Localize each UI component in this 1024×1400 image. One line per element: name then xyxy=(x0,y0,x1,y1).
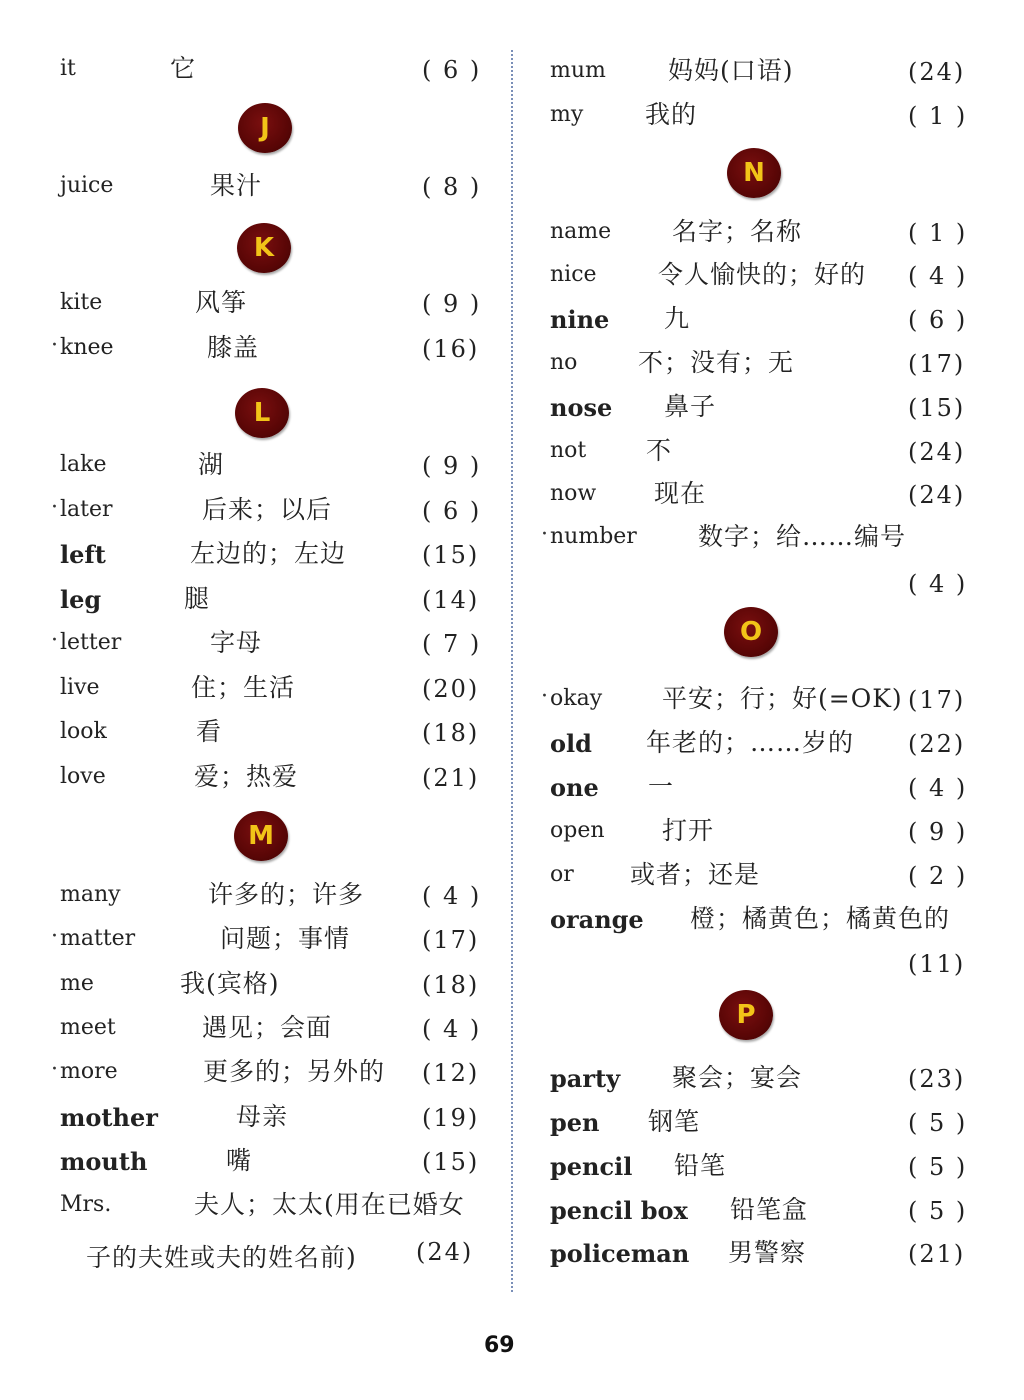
entry-meaning: 数字；给……编号 xyxy=(698,522,907,551)
vocab-entry xyxy=(51,628,490,672)
entry-meaning: 湖 xyxy=(198,450,225,479)
vocab-entry xyxy=(541,522,1010,566)
entry-word: knee xyxy=(60,335,114,360)
entry-lesson-number: (18) xyxy=(422,971,480,999)
entry-meaning: 问题；事情 xyxy=(220,924,351,953)
vocab-entry xyxy=(60,717,490,761)
vocab-entry xyxy=(550,392,1010,436)
vocab-entry xyxy=(550,100,1010,144)
entry-meaning: 后来；以后 xyxy=(202,495,333,524)
entry-meaning: 我的 xyxy=(645,100,698,129)
asterisk-mark-icon: · xyxy=(541,684,548,709)
section-letter-label: K xyxy=(253,233,275,263)
entry-word: matter xyxy=(60,926,136,951)
entry-lesson-number: ( 1 ) xyxy=(908,219,968,247)
entry-word: nose xyxy=(550,393,613,422)
vocab-entry xyxy=(550,436,1010,480)
entry-lesson-number: ( 5 ) xyxy=(908,1197,968,1225)
entry-word: mum xyxy=(550,58,606,83)
entry-word: leg xyxy=(60,585,102,614)
entry-word: my xyxy=(550,102,584,127)
entry-meaning: 男警察 xyxy=(728,1238,807,1267)
entry-meaning: 更多的；另外的 xyxy=(203,1057,386,1086)
entry-lesson-number: (20) xyxy=(422,675,480,703)
entry-lesson-number: (11) xyxy=(908,950,966,978)
entry-word: no xyxy=(550,350,578,375)
entry-word: now xyxy=(550,481,597,506)
vocab-entry xyxy=(550,772,1010,816)
vocab-entry xyxy=(550,260,1010,304)
entry-word: party xyxy=(550,1064,621,1093)
entry-word: letter xyxy=(60,630,122,655)
entry-meaning: 名字；名称 xyxy=(672,217,803,246)
vocab-entry xyxy=(60,880,490,924)
entry-meaning: 妈妈(口语) xyxy=(668,56,794,85)
entry-word: juice xyxy=(60,173,114,198)
vocab-entry xyxy=(550,1107,1010,1151)
section-letter-o xyxy=(724,607,778,657)
entry-word: more xyxy=(60,1059,118,1084)
entry-meaning: 遇见；会面 xyxy=(202,1013,333,1042)
entry-lesson-number: ( 1 ) xyxy=(908,102,968,130)
entry-word: Mrs. xyxy=(60,1192,112,1217)
vocab-entry xyxy=(550,1238,1010,1282)
entry-meaning: 或者；还是 xyxy=(630,860,761,889)
entry-word: pen xyxy=(550,1108,600,1137)
entry-word: nice xyxy=(550,262,597,287)
entry-word: meet xyxy=(60,1015,116,1040)
entry-word: pencil box xyxy=(550,1196,688,1225)
entry-word: lake xyxy=(60,452,107,477)
entry-lesson-number: ( 2 ) xyxy=(908,862,968,890)
entry-word: not xyxy=(550,438,587,463)
entry-meaning: 看 xyxy=(196,717,223,746)
entry-meaning: 铅笔 xyxy=(674,1151,727,1180)
asterisk-mark-icon: · xyxy=(51,628,58,653)
vocab-entry xyxy=(550,816,1010,860)
entry-meaning: 打开 xyxy=(662,816,715,845)
section-letter-m xyxy=(234,811,288,861)
entry-word: pencil xyxy=(550,1152,633,1181)
entry-lesson-number: ( 4 ) xyxy=(908,570,968,598)
vocab-entry xyxy=(60,54,490,98)
entry-meaning: 现在 xyxy=(654,479,707,508)
entry-lesson-number: (15) xyxy=(908,394,966,422)
section-letter-label: M xyxy=(248,821,274,851)
entry-meaning: 风筝 xyxy=(195,288,248,317)
vocab-entry xyxy=(51,1057,490,1101)
section-letter-label: P xyxy=(736,1000,756,1030)
vocab-entry xyxy=(60,288,490,332)
vocab-entry xyxy=(550,860,1010,904)
entry-lesson-number: (12) xyxy=(422,1059,480,1087)
entry-meaning: 不；没有；无 xyxy=(638,348,795,377)
entry-lesson-number: (24) xyxy=(908,481,966,509)
entry-lesson-number: ( 5 ) xyxy=(908,1109,968,1137)
entry-meaning: 母亲 xyxy=(236,1102,289,1131)
entry-lesson-number: (17) xyxy=(908,686,966,714)
entry-word: okay xyxy=(550,686,603,711)
entry-lesson-number: (21) xyxy=(908,1240,966,1268)
section-letter-k xyxy=(237,223,291,273)
entry-lesson-number: (24) xyxy=(908,58,966,86)
entry-meaning: 住；生活 xyxy=(191,673,296,702)
entry-lesson-number: (22) xyxy=(908,730,966,758)
vocab-entry xyxy=(60,1146,490,1190)
vocab-entry xyxy=(60,1102,490,1146)
entry-meaning: 它 xyxy=(170,54,197,83)
entry-lesson-number: ( 8 ) xyxy=(422,173,482,201)
section-letter-label: N xyxy=(743,158,765,188)
entry-word: name xyxy=(550,219,612,244)
entry-meaning: 我(宾格) xyxy=(180,969,280,998)
vocab-entry xyxy=(550,479,1010,523)
section-letter-label: L xyxy=(253,398,271,428)
vocab-entry xyxy=(60,673,490,717)
section-letter-p xyxy=(719,990,773,1040)
entry-word: kite xyxy=(60,290,103,315)
entry-lesson-number: (23) xyxy=(908,1065,966,1093)
entry-word: old xyxy=(550,729,592,758)
entry-meaning: 夫人；太太(用在已婚女 xyxy=(194,1190,465,1219)
section-letter-l xyxy=(235,388,289,438)
entry-meaning: 平安；行；好(=OK) xyxy=(662,684,903,713)
entry-word: orange xyxy=(550,905,644,934)
vocab-entry xyxy=(550,1151,1010,1195)
section-letter-label: O xyxy=(739,617,763,647)
vocab-entry xyxy=(550,56,1010,100)
section-letter-label: J xyxy=(260,113,270,143)
entry-word: look xyxy=(60,719,107,744)
asterisk-mark-icon: · xyxy=(51,333,58,358)
entry-meaning: 聚会；宴会 xyxy=(672,1063,803,1092)
entry-lesson-number: ( 4 ) xyxy=(422,882,482,910)
entry-meaning: 一 xyxy=(648,772,675,801)
asterisk-mark-icon: · xyxy=(51,495,58,520)
entry-word: policeman xyxy=(550,1239,690,1268)
vocab-entry xyxy=(541,684,1010,728)
entry-meaning-continuation: 子的夫姓或夫的姓名前) xyxy=(86,1243,357,1272)
entry-word: number xyxy=(550,524,637,549)
entry-word: left xyxy=(60,540,106,569)
entry-lesson-number: (21) xyxy=(422,764,480,792)
page-number: 69 xyxy=(484,1333,515,1358)
vocab-entry xyxy=(60,762,490,806)
entry-meaning: 字母 xyxy=(210,628,263,657)
vocab-entry xyxy=(60,1013,490,1057)
asterisk-mark-icon: · xyxy=(541,522,548,547)
entry-lesson-number: (18) xyxy=(422,719,480,747)
vocab-entry xyxy=(51,924,490,968)
vocab-entry xyxy=(550,1063,1010,1107)
entry-word: love xyxy=(60,764,106,789)
vocab-entry xyxy=(60,450,490,494)
entry-meaning: 鼻子 xyxy=(664,392,717,421)
entry-lesson-number: (24) xyxy=(908,438,966,466)
entry-lesson-number: ( 4 ) xyxy=(908,262,968,290)
vocab-entry xyxy=(60,171,490,215)
column-divider xyxy=(511,50,513,1292)
vocab-entry xyxy=(550,348,1010,392)
entry-lesson-number: ( 4 ) xyxy=(422,1015,482,1043)
entry-word: live xyxy=(60,675,100,700)
entry-word: me xyxy=(60,971,94,996)
entry-lesson-number: ( 9 ) xyxy=(422,290,482,318)
entry-meaning: 嘴 xyxy=(226,1146,253,1175)
entry-lesson-number: ( 6 ) xyxy=(422,497,482,525)
entry-lesson-number: ( 9 ) xyxy=(908,818,968,846)
entry-meaning: 铅笔盒 xyxy=(730,1195,809,1224)
vocab-entry xyxy=(60,539,490,583)
entry-lesson-number: (15) xyxy=(422,1148,480,1176)
section-letter-j xyxy=(238,103,292,153)
entry-meaning: 九 xyxy=(664,304,691,333)
entry-lesson-number: (24) xyxy=(416,1238,474,1266)
vocab-entry xyxy=(60,1190,490,1234)
entry-meaning: 年老的；……岁的 xyxy=(646,728,855,757)
entry-lesson-number: ( 5 ) xyxy=(908,1153,968,1181)
entry-lesson-number: (17) xyxy=(422,926,480,954)
entry-lesson-number: (16) xyxy=(422,335,480,363)
entry-meaning: 橙；橘黄色；橘黄色的 xyxy=(690,904,951,933)
entry-lesson-number: (14) xyxy=(422,586,480,614)
entry-lesson-number: ( 9 ) xyxy=(422,452,482,480)
entry-word: many xyxy=(60,882,121,907)
entry-word: or xyxy=(550,862,574,887)
entry-lesson-number: (17) xyxy=(908,350,966,378)
entry-meaning: 腿 xyxy=(184,584,211,613)
entry-meaning: 果汁 xyxy=(210,171,263,200)
vocab-entry xyxy=(550,904,1010,948)
entry-lesson-number: (15) xyxy=(422,541,480,569)
vocab-entry xyxy=(550,217,1010,261)
entry-word: one xyxy=(550,773,599,802)
entry-word: it xyxy=(60,56,76,81)
entry-lesson-number: ( 6 ) xyxy=(422,56,482,84)
entry-word: nine xyxy=(550,305,610,334)
asterisk-mark-icon: · xyxy=(51,1057,58,1082)
entry-word: mouth xyxy=(60,1147,148,1176)
entry-lesson-number: ( 7 ) xyxy=(422,630,482,658)
entry-meaning: 左边的；左边 xyxy=(190,539,347,568)
vocab-entry xyxy=(550,728,1010,772)
entry-meaning: 不 xyxy=(646,436,673,465)
entry-meaning: 爱；热爱 xyxy=(194,762,299,791)
vocab-entry xyxy=(550,304,1010,348)
entry-lesson-number: ( 6 ) xyxy=(908,306,968,334)
vocab-entry xyxy=(51,495,490,539)
entry-lesson-number: (19) xyxy=(422,1104,480,1132)
entry-meaning: 许多的；许多 xyxy=(208,880,365,909)
asterisk-mark-icon: · xyxy=(51,924,58,949)
entry-lesson-number: ( 4 ) xyxy=(908,774,968,802)
section-letter-n xyxy=(727,148,781,198)
entry-word: mother xyxy=(60,1103,158,1132)
vocab-entry xyxy=(51,333,490,377)
entry-meaning: 令人愉快的；好的 xyxy=(658,260,867,289)
entry-meaning: 膝盖 xyxy=(207,333,260,362)
vocab-entry xyxy=(60,584,490,628)
entry-meaning: 钢笔 xyxy=(648,1107,701,1136)
entry-word: later xyxy=(60,497,113,522)
vocab-entry xyxy=(550,1195,1010,1239)
vocab-entry xyxy=(60,969,490,1013)
entry-word: open xyxy=(550,818,605,843)
